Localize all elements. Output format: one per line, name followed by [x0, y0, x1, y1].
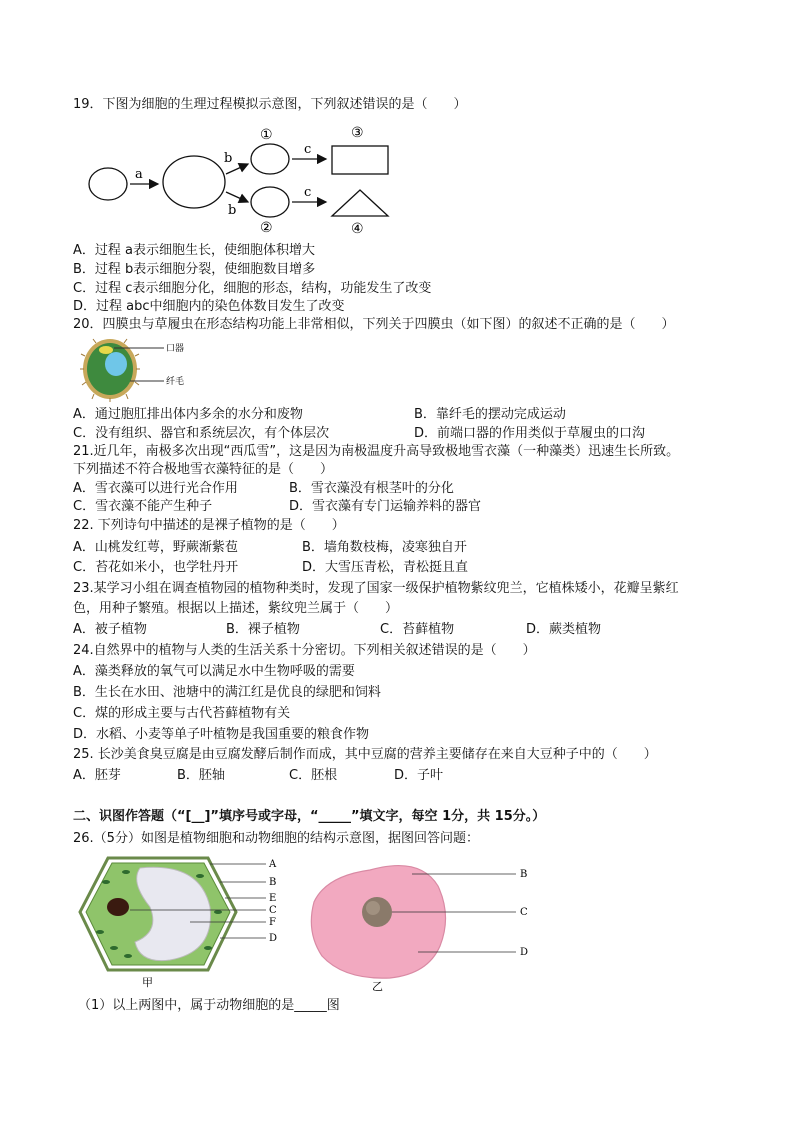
- plant-label-e: E: [269, 893, 277, 904]
- animal-label-c: C: [520, 907, 528, 918]
- q22-option-c: C．苔花如米小，也学牡丹开: [73, 560, 239, 575]
- q21-option-c: C．雪衣藻不能产生种子: [73, 499, 213, 514]
- q19-option-c: C．过程 c表示细胞分化，细胞的形态，结构，功能发生了改变: [73, 281, 432, 296]
- q22-option-b: B．墙角数枝梅，凌寒独自开: [302, 540, 467, 555]
- label-a: a: [135, 167, 143, 182]
- label-c-top: c: [304, 142, 312, 157]
- tissue-rect: [332, 146, 388, 174]
- q20-tetrahymena-diagram: [80, 336, 200, 402]
- label-b-bottom: b: [228, 203, 237, 218]
- q20-stem: 20．四膜虫与草履虫在形态结构功能上非常相似，下列关于四膜虫（如下图）的叙述不正确的是（ ）: [73, 317, 675, 332]
- plant-label-a: A: [269, 859, 277, 870]
- animal-label-b: B: [520, 869, 528, 880]
- q24-option-b: B．生长在水田、池塘中的满江红是优良的绿肥和饲料: [73, 685, 381, 700]
- plant-label-f: F: [269, 917, 276, 928]
- q21-option-b: B．雪衣藻没有根茎叶的分化: [289, 481, 454, 496]
- q25-stem: 25. 长沙美食臭豆腐是由豆腐发酵后制作而成，其中豆腐的营养主要储存在来自大豆种子中的（ ）: [73, 747, 657, 762]
- q23-stem-2: 色，用种子繁殖。根据以上描述，紫纹兜兰属于（ ）: [73, 601, 399, 616]
- q26-stem: 26.（5分）如图是植物细胞和动物细胞的结构示意图，据图回答问题：: [73, 831, 479, 846]
- q20-option-a: A．通过胞肛排出体内多余的水分和废物: [73, 407, 303, 422]
- q25-option-d: D．子叶: [394, 768, 444, 783]
- q26-sub-1: （1）以上两图中，属于动物细胞的是_____图: [78, 998, 340, 1013]
- q22-option-d: D．大雪压青松，青松挺且直: [302, 560, 469, 575]
- tissue-triangle: [332, 190, 388, 216]
- q25-option-a: A．胚芽: [73, 768, 121, 783]
- q21-option-d: D．雪衣藻有专门运输养料的器官: [289, 499, 482, 514]
- label-mouth: 口器: [166, 344, 185, 354]
- q24-option-a: A．藻类释放的氧气可以满足水中生物呼吸的需要: [73, 664, 355, 679]
- q25-option-c: C．胚根: [289, 768, 338, 783]
- q19-option-b: B．过程 b表示细胞分裂，使细胞数目增多: [73, 262, 316, 277]
- q20-option-c: C．没有组织、器官和系统层次，有个体层次: [73, 426, 330, 441]
- label-c-bottom: c: [304, 185, 312, 200]
- plant-label-d: D: [269, 933, 278, 944]
- q20-option-d: D．前端口器的作用类似于草履虫的口沟: [414, 426, 646, 441]
- q24-stem: 24.自然界中的植物与人类的生活关系十分密切。下列相关叙述错误的是（ ）: [73, 643, 536, 658]
- q21-option-a: A．雪衣藻可以进行光合作用: [73, 481, 238, 496]
- plant-caption: 甲: [142, 976, 153, 989]
- label-b-top: b: [224, 151, 233, 166]
- q23-option-b: B．裸子植物: [226, 622, 300, 637]
- q24-option-d: D．水稻、小麦等单子叶植物是我国重要的粮食作物: [73, 727, 370, 742]
- plant-label-c: C: [269, 905, 277, 916]
- q19-cell-process-diagram: [80, 122, 400, 236]
- section-2-heading: 二、识图作答题（“[__]”填序号或字母，“_____”填文字，每空 1分，共 15分。）: [73, 809, 546, 824]
- q19-stem: 19．下图为细胞的生理过程模拟示意图，下列叙述错误的是（ ）: [73, 97, 467, 112]
- q23-stem-1: 23.某学习小组在调查植物园的植物种类时，发现了国家一级保护植物紫纹兜兰，它植株矮小，花瓣呈紫红: [73, 581, 679, 596]
- q20-option-b: B．靠纤毛的摆动完成运动: [414, 407, 566, 422]
- q25-option-b: B．胚轴: [177, 768, 225, 783]
- q24-option-c: C．煤的形成主要与古代苔藓植物有关: [73, 706, 291, 721]
- q21-stem-2: 下列描述不符合极地雪衣藻特征的是（ ）: [73, 462, 334, 477]
- q22-stem: 22. 下列诗句中描述的是裸子植物的是（ ）: [73, 518, 345, 533]
- q26-plant-cell-diagram: [70, 852, 290, 990]
- numeral-3: ③: [351, 125, 364, 141]
- q26-animal-cell-diagram: [300, 856, 540, 992]
- q23-option-d: D．蕨类植物: [526, 622, 602, 637]
- q19-option-a: A．过程 a表示细胞生长，使细胞体积增大: [73, 243, 315, 258]
- numeral-4: ④: [351, 221, 364, 236]
- q23-option-a: A．被子植物: [73, 622, 147, 637]
- cell-1: [251, 144, 289, 174]
- cell-small: [89, 168, 127, 200]
- label-cilia: 纤毛: [166, 377, 185, 387]
- cell-2: [251, 187, 289, 217]
- q23-option-c: C．苔藓植物: [380, 622, 455, 637]
- plant-label-b: B: [269, 877, 277, 888]
- numeral-1: ①: [260, 127, 273, 143]
- q21-stem-1: 21.近几年，南极多次出现“西瓜雪”，这是因为南极温度升高导致极地雪衣藻（一种藻类）迅速生长所致。: [73, 444, 680, 459]
- q19-option-d: D．过程 abc中细胞内的染色体数目发生了改变: [73, 299, 345, 314]
- numeral-2: ②: [260, 220, 273, 236]
- animal-caption: 乙: [372, 980, 383, 992]
- cell-large: [163, 156, 225, 208]
- q22-option-a: A．山桃发红萼，野蕨渐紫苞: [73, 540, 238, 555]
- animal-label-d: D: [520, 947, 529, 958]
